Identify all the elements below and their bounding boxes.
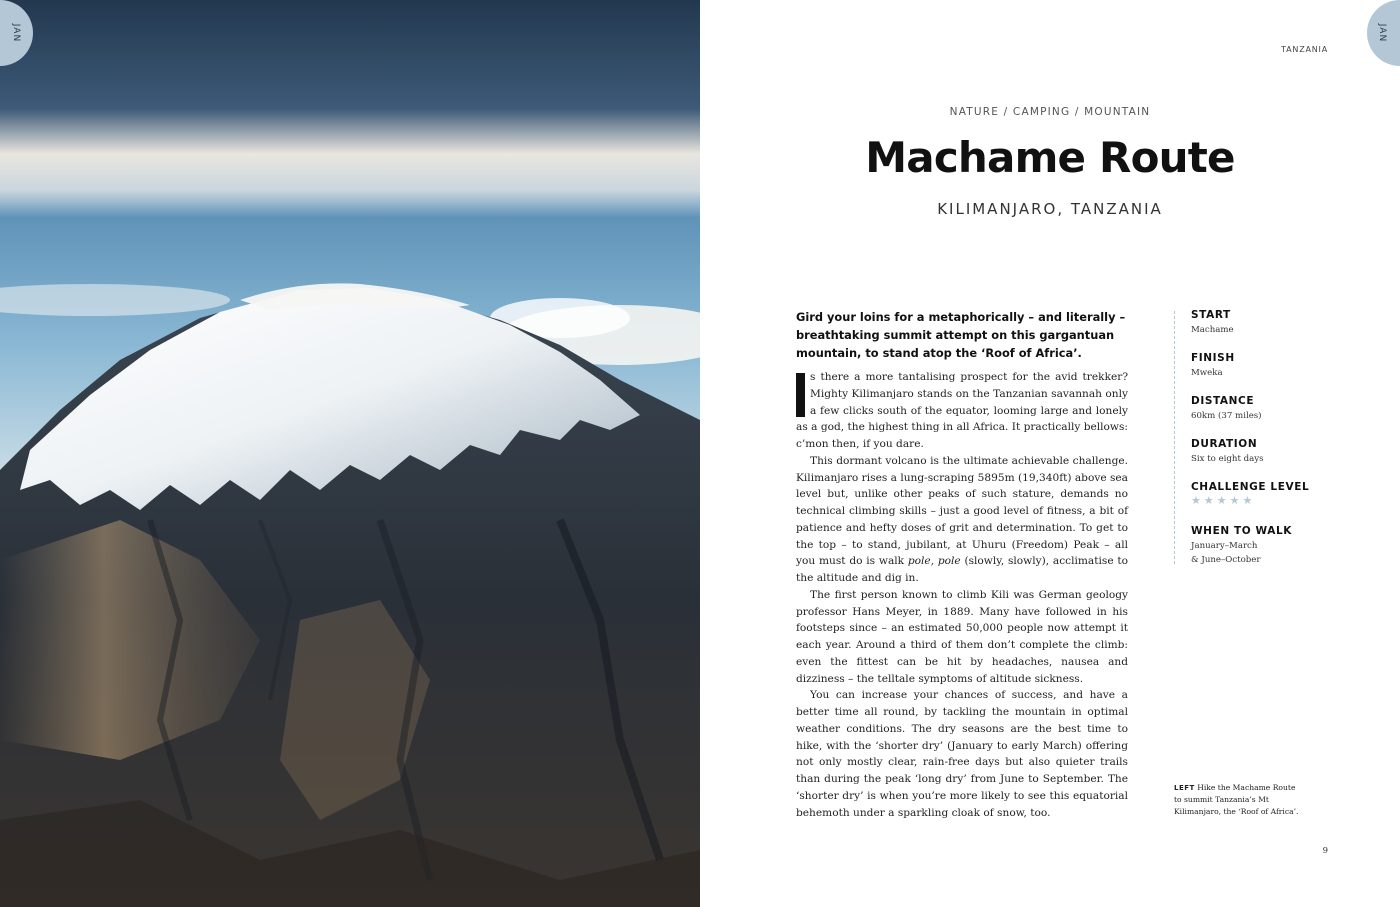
- route-facts-panel: [1174, 311, 1315, 564]
- fact-label: CHALLENGE LEVEL: [1191, 481, 1310, 493]
- photo-caption: [1174, 782, 1304, 818]
- body-paragraph: [796, 453, 1128, 587]
- fact-label: DISTANCE: [1191, 395, 1255, 407]
- fact-value: Machame: [1191, 325, 1234, 335]
- fact-challenge: [1191, 481, 1309, 507]
- location-subtitle: KILIMANJARO, TANZANIA: [937, 200, 1163, 218]
- fact-label: DURATION: [1191, 438, 1258, 450]
- fact-finish: [1191, 352, 1235, 380]
- body-text: s there a more tantalising prospect for the avid trekker? Mighty Kilimanjaro stands on the Tanzanian savannah only a few clicks south of the equator, looming large and lonely as a god, the highest thing in all Africa. It practically bellows: c’mon then, if you dare.: [796, 371, 1128, 450]
- article-body: [796, 369, 1128, 821]
- caption-text: Hike the Machame Route to summit Tanzania’s Mt Kilimanjaro, the ‘Roof of Africa’.: [1174, 783, 1299, 816]
- page-number: 9: [1322, 846, 1328, 856]
- month-tab-right: [1367, 0, 1400, 66]
- body-emphasis: pole, pole: [907, 555, 961, 568]
- body-text: This dormant volcano is the ultimate achievable challenge. Kilimanjaro rises a lung-scraping 5895m (19,340ft) above sea level but, unlike other peaks of such stature, demands no technical climbing skills – just a good level of fitness, a bit of patience and hefty doses of grit and determination. To get to the top – to stand, jubilant, at Uhuru (Freedom) Peak – all you must do is walk: [796, 454, 1128, 568]
- fact-when: [1191, 525, 1292, 567]
- fact-value: Six to eight days: [1191, 454, 1264, 464]
- fact-label: WHEN TO WALK: [1191, 525, 1292, 537]
- month-tab-label: JAN: [11, 23, 22, 43]
- intro-paragraph: Gird your loins for a metaphorically – and literally – breathtaking summit attempt on this gargantuan mountain, to stand atop the ‘Roof of Africa’.: [796, 310, 1126, 360]
- category-kicker: NATURE / CAMPING / MOUNTAIN: [949, 106, 1151, 118]
- fact-label: FINISH: [1191, 352, 1235, 364]
- caption-tag: LEFT: [1174, 784, 1195, 792]
- body-text: (slowly, slowly), acclimatise to the altitude and dig in.: [796, 555, 1129, 584]
- body-paragraph: You can increase your chances of success, and have a better time all round, by tackling the mountain in optimal weather conditions. The dry seasons are the best time to hike, with the ‘shorter dry’ (January to early March) offering not only mostly clear, rain-free days but also quieter trails than during the peak ‘long dry’ from June to September. The ‘shorter dry’ is when you’re more likely to see this equatorial behemoth under a sparkling cloak of snow, too.: [796, 689, 1128, 819]
- page-title: Machame Route: [865, 133, 1235, 182]
- fact-value: January–March & June–October: [1191, 541, 1261, 565]
- fact-start: [1191, 309, 1234, 337]
- body-paragraph: The first person known to climb Kili was German geology professor Hans Meyer, in 1889. Many have followed in his footsteps since – an estimated 50,000 people now attempt it each year. Around a third of them don’t complete the climb: even the fittest can be hit by headaches, nausea and dizziness – the telltale symptoms of altitude sickness.: [796, 588, 1128, 685]
- month-tab-label: JAN: [1377, 23, 1388, 43]
- country-tag: TANZANIA: [1281, 45, 1328, 54]
- body-paragraph: [796, 369, 1128, 453]
- fact-value: 60km (37 miles): [1191, 411, 1262, 421]
- fact-value: Mweka: [1191, 368, 1223, 378]
- fact-distance: [1191, 395, 1262, 423]
- challenge-stars-icon: ★★★★★: [1191, 494, 1256, 507]
- fact-label: START: [1191, 309, 1231, 321]
- fact-duration: [1191, 438, 1264, 466]
- drop-cap: [796, 373, 805, 417]
